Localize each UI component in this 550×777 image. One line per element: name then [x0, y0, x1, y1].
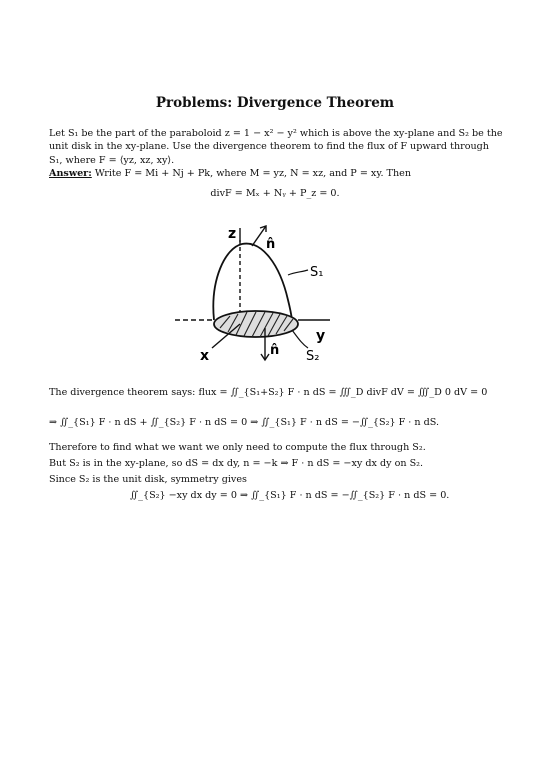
divergence-equation: divF = Mₓ + Nᵧ + P_z = 0.	[210, 188, 340, 199]
explanation-line-2: But S₂ is in the xy-plane, so dS = dx dy, n = −k ⇒ F · n dS = −xy dx dy on S₂.	[49, 458, 424, 469]
problem-statement: Let S₁ be the part of the paraboloid z = 1 − x² − y² which is above the xy-plane and S₂ be the unit disk in the xy-plane. Use the divergence theorem to find the flux of F upward through S₁, where F = ⟨yz, xz, xy⟩.	[49, 128, 503, 166]
s1-label: S₁	[310, 265, 324, 280]
page-title: Problems: Divergence Theorem	[155, 95, 395, 111]
top-normal-arrow	[252, 226, 266, 246]
divergence-theorem-equation: The divergence theorem says: flux = ∬_{S₁+S₂} F · n dS = ∭_D divF dV = ∭_D 0 dV = 0	[49, 387, 488, 398]
answer-line	[49, 168, 411, 179]
n-bottom-label: n̂	[270, 343, 280, 358]
answer-label: Answer:	[49, 168, 92, 179]
final-equation: ∬_{S₂} −xy dx dy = 0 ⇒ ∬_{S₁} F · n dS = −∬_{S₂} F · n dS = 0.	[130, 490, 450, 501]
answer-text: Write F = Mi + Nj + Pk, where M = yz, N = xz, and P = xy. Then	[94, 168, 411, 179]
x-label: x	[200, 348, 210, 364]
explanation-line-3: Since S₂ is the unit disk, symmetry gives	[49, 474, 247, 485]
z-label: z	[228, 226, 237, 242]
disk-s2	[214, 311, 298, 337]
s2-leader	[292, 330, 308, 348]
y-label: y	[316, 328, 326, 344]
paraboloid-figure	[170, 220, 350, 372]
paraboloid-s1	[213, 244, 292, 320]
flux-split-equation: ⇒ ∬_{S₁} F · n dS + ∬_{S₂} F · n dS = 0 ⇒ ∬_{S₁} F · n dS = −∬_{S₂} F · n dS.	[49, 417, 440, 428]
s1-leader	[288, 270, 308, 275]
s2-label: S₂	[306, 349, 320, 364]
explanation-line-1: Therefore to find what we want we only need to compute the flux through S₂.	[49, 442, 426, 453]
n-top-label: n̂	[266, 237, 276, 252]
